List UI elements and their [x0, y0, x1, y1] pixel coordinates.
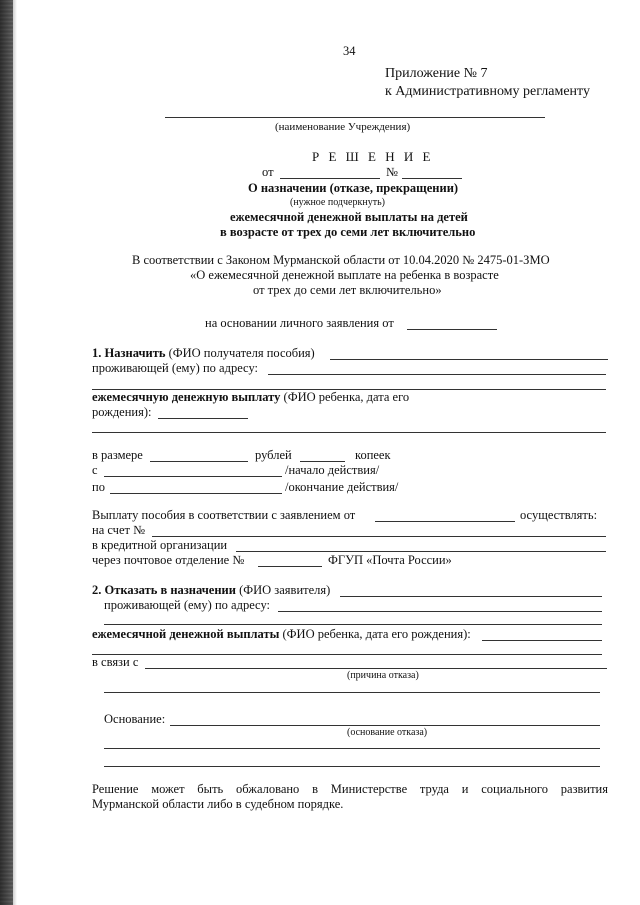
refuse-row: [92, 583, 330, 598]
address-line-2: [278, 611, 602, 612]
grounds-line: [170, 725, 600, 726]
post-prefix: через почтовое отделение №: [92, 553, 245, 567]
application-text: на основании личного заявления от: [205, 316, 394, 330]
kopecks-line: [300, 461, 345, 462]
end-caption: /окончание действия/: [285, 480, 399, 494]
scan-edge-shadow: [13, 0, 17, 905]
assign-row: [92, 346, 315, 361]
basis-line3: от трех до семи лет включительно»: [253, 283, 442, 297]
post-suffix: ФГУП «Почта России»: [328, 553, 452, 567]
appendix-title: Приложение № 7: [385, 66, 488, 81]
basis-line2: «О ежемесячной денежной выплате на ребенка в возрасте: [190, 268, 499, 282]
decision-title: Р Е Ш Е Н И Е: [312, 149, 434, 164]
appeal-line2: Мурманской области либо в судебном порядке.: [92, 797, 344, 811]
payment-label-2: ежемесячной денежной выплаты: [92, 627, 280, 641]
address-line-1: [268, 374, 606, 375]
basis-line1: В соответствии с Законом Мурманской области от 10.04.2020 № 2475-01-ЗМО: [132, 253, 550, 267]
reason-line-2: [104, 692, 600, 693]
page-number: 34: [343, 44, 356, 58]
payment-child-caption-2: (ФИО ребенка, дата его рождения):: [282, 627, 471, 641]
reason-line: [145, 668, 607, 669]
grounds-line-2: [104, 748, 600, 749]
due-to-label: в связи с: [92, 655, 139, 669]
assign-label: 1. Назначить: [92, 346, 166, 360]
decision-subject: О назначении (отказе, прекращении): [248, 181, 459, 195]
start-from-label: с: [92, 463, 98, 477]
appeal-line1: Решение может быть обжаловано в Министерстве труда и социального развития: [92, 782, 608, 796]
grounds-label: Основание:: [104, 712, 166, 726]
decision-from-label: от: [262, 165, 274, 179]
credit-org-line: [236, 551, 606, 552]
address-label-1: проживающей (ему) по адресу:: [92, 361, 258, 375]
grounds-caption: (основание отказа): [347, 727, 428, 738]
amount-line: [150, 461, 248, 462]
address-label-2: проживающей (ему) по адресу:: [104, 598, 270, 612]
start-caption: /начало действия/: [285, 463, 380, 477]
account-line: [152, 536, 606, 537]
reason-caption: (причина отказа): [347, 670, 419, 681]
birth-label: рождения):: [92, 405, 152, 419]
end-to-label: по: [92, 480, 105, 494]
applicant-line: [340, 596, 602, 597]
institution-caption: (наименование Учреждения): [275, 121, 411, 133]
transfer-end: осуществлять:: [520, 508, 598, 522]
start-line: [104, 476, 282, 477]
grounds-line-3: [104, 766, 600, 767]
payment-row-2: [92, 627, 471, 642]
end-line: [110, 493, 282, 494]
credit-org-label: в кредитной организации: [92, 538, 228, 552]
kopecks-label: копеек: [355, 448, 391, 462]
scan-edge: [0, 0, 13, 905]
appendix-regulation: к Административному регламенту: [385, 84, 590, 99]
payment-child-caption-1: (ФИО ребенка, дата его: [283, 390, 410, 404]
child-line-1: [92, 432, 606, 433]
payment-line2: в возрасте от трех до семи лет включительно: [220, 225, 476, 239]
rubles-label: рублей: [255, 448, 292, 462]
refuse-label: 2. Отказать в назначении: [92, 583, 236, 597]
account-label: на счет №: [92, 523, 146, 537]
underline-note: (нужное подчеркнуть): [290, 197, 385, 208]
payment-label-1: ежемесячную денежную выплату: [92, 390, 281, 404]
birth-line: [158, 418, 248, 419]
transfer-text: Выплату пособия в соответствии с заявлением от: [92, 508, 356, 522]
assign-recipient-caption: (ФИО получателя пособия): [168, 346, 315, 360]
child-line-2: [482, 640, 602, 641]
transfer-date-line: [375, 521, 515, 522]
child-line-2b: [92, 654, 602, 655]
post-number-line: [258, 566, 322, 567]
recipient-line: [330, 359, 608, 360]
decision-number-label: №: [386, 165, 398, 179]
application-date-line: [407, 329, 497, 330]
refuse-applicant-caption: (ФИО заявителя): [239, 583, 331, 597]
decision-number-line: [402, 178, 462, 179]
payment-row-1: [92, 390, 409, 405]
address-line-2b: [104, 624, 602, 625]
decision-date-line: [280, 178, 380, 179]
amount-label: в размере: [92, 448, 143, 462]
institution-line: [165, 117, 545, 118]
payment-line1: ежемесячной денежной выплаты на детей: [230, 210, 468, 224]
